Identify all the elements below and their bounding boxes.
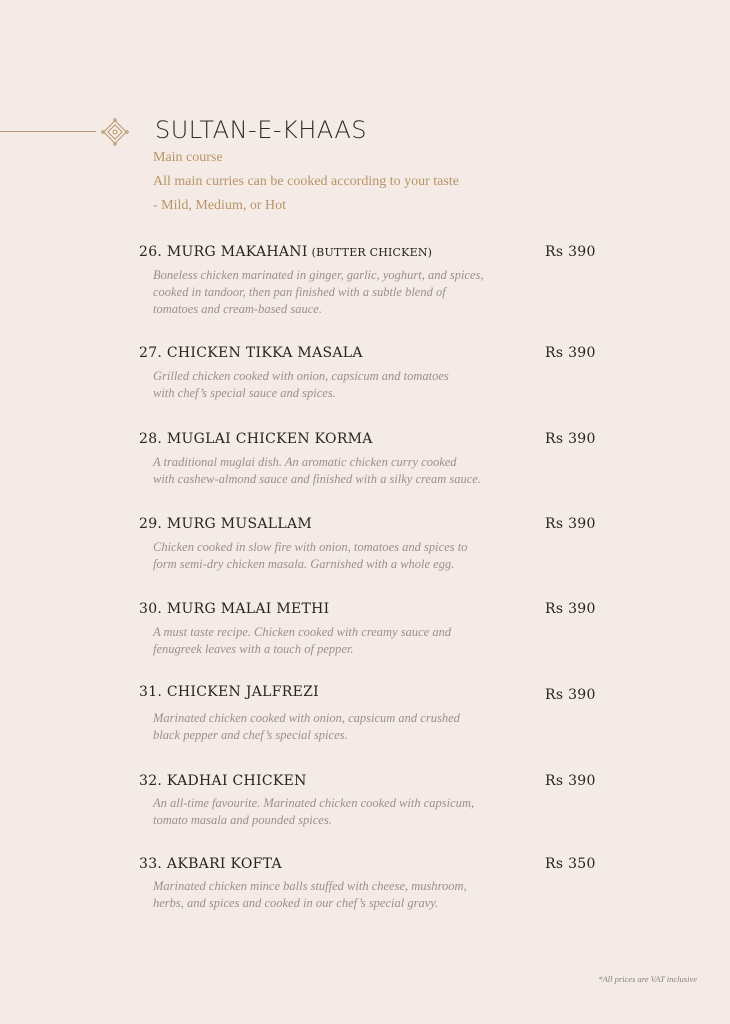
menu-item-name: 28. MUGLAI CHICKEN KORMA	[139, 431, 373, 447]
menu-item-price: Rs 390	[545, 431, 596, 447]
description-line: Boneless chicken marinated in ginger, garlic, yoghurt, and spices,	[153, 268, 484, 282]
menu-item-name: 27. CHICKEN TIKKA MASALA	[139, 345, 363, 361]
description-line: form semi-dry chicken masala. Garnished with a whole egg.	[153, 557, 455, 571]
section-note: All main curries can be cooked according to your taste	[153, 174, 459, 189]
vat-footnote: *All prices are VAT inclusive	[598, 974, 697, 984]
section-note-continued: - Mild, Medium, or Hot	[153, 198, 286, 213]
description-line: cooked in tandoor, then pan finished with a subtle blend of	[153, 285, 446, 299]
menu-item-name: 33. AKBARI KOFTA	[139, 856, 282, 872]
menu-item-name: 30. MURG MALAI METHI	[139, 601, 330, 617]
menu-item-description	[153, 539, 523, 573]
header-rule	[0, 131, 96, 132]
description-line: black pepper and chef’s special spices.	[153, 728, 348, 742]
menu-item-description	[153, 267, 523, 318]
section-title: SULTAN-E-KHAAS	[155, 116, 368, 144]
section-subtitle: Main course	[153, 150, 223, 165]
menu-item-price: Rs 390	[545, 773, 596, 789]
description-line: Chicken cooked in slow fire with onion, tomatoes and spices to	[153, 540, 468, 554]
menu-item-price: Rs 390	[545, 687, 596, 703]
description-line: An all-time favourite. Marinated chicken cooked with capsicum,	[153, 796, 475, 810]
description-line: with chef’s special sauce and spices.	[153, 386, 336, 400]
menu-item-price: Rs 350	[545, 856, 596, 872]
menu-item-price: Rs 390	[545, 601, 596, 617]
description-line: tomato masala and pounded spices.	[153, 813, 332, 827]
menu-item-description	[153, 454, 523, 488]
description-line: fenugreek leaves with a touch of pepper.	[153, 642, 354, 656]
item-title: 26. MURG MAKAHANI	[139, 244, 308, 260]
description-line: Grilled chicken cooked with onion, capsicum and tomatoes	[153, 369, 449, 383]
description-line: A traditional muglai dish. An aromatic chicken curry cooked	[153, 455, 457, 469]
menu-item-name: 29. MURG MUSALLAM	[139, 516, 312, 532]
diamond-ornament-icon	[99, 117, 131, 147]
item-note: (BUTTER CHICKEN)	[311, 246, 433, 259]
description-line: Marinated chicken mince balls stuffed with cheese, mushroom,	[153, 879, 467, 893]
menu-item-description	[153, 795, 523, 829]
menu-item-description	[153, 624, 523, 658]
description-line: with cashew-almond sauce and finished with a silky cream sauce.	[153, 472, 481, 486]
description-line: herbs, and spices and cooked in our chef’s special gravy.	[153, 896, 439, 910]
menu-item-name	[139, 244, 432, 260]
menu-item-description	[153, 878, 523, 912]
description-line: Marinated chicken cooked with onion, capsicum and crushed	[153, 711, 460, 725]
description-line: A must taste recipe. Chicken cooked with creamy sauce and	[153, 625, 452, 639]
menu-item-description	[153, 368, 523, 402]
description-line: tomatoes and cream-based sauce.	[153, 302, 322, 316]
menu-item-name: 32. KADHAI CHICKEN	[139, 773, 307, 789]
menu-item-description	[153, 710, 523, 744]
menu-item-name: 31. CHICKEN JALFREZI	[139, 684, 320, 700]
menu-item-price: Rs 390	[545, 516, 596, 532]
menu-item-price: Rs 390	[545, 345, 596, 361]
menu-item-price: Rs 390	[545, 244, 596, 260]
